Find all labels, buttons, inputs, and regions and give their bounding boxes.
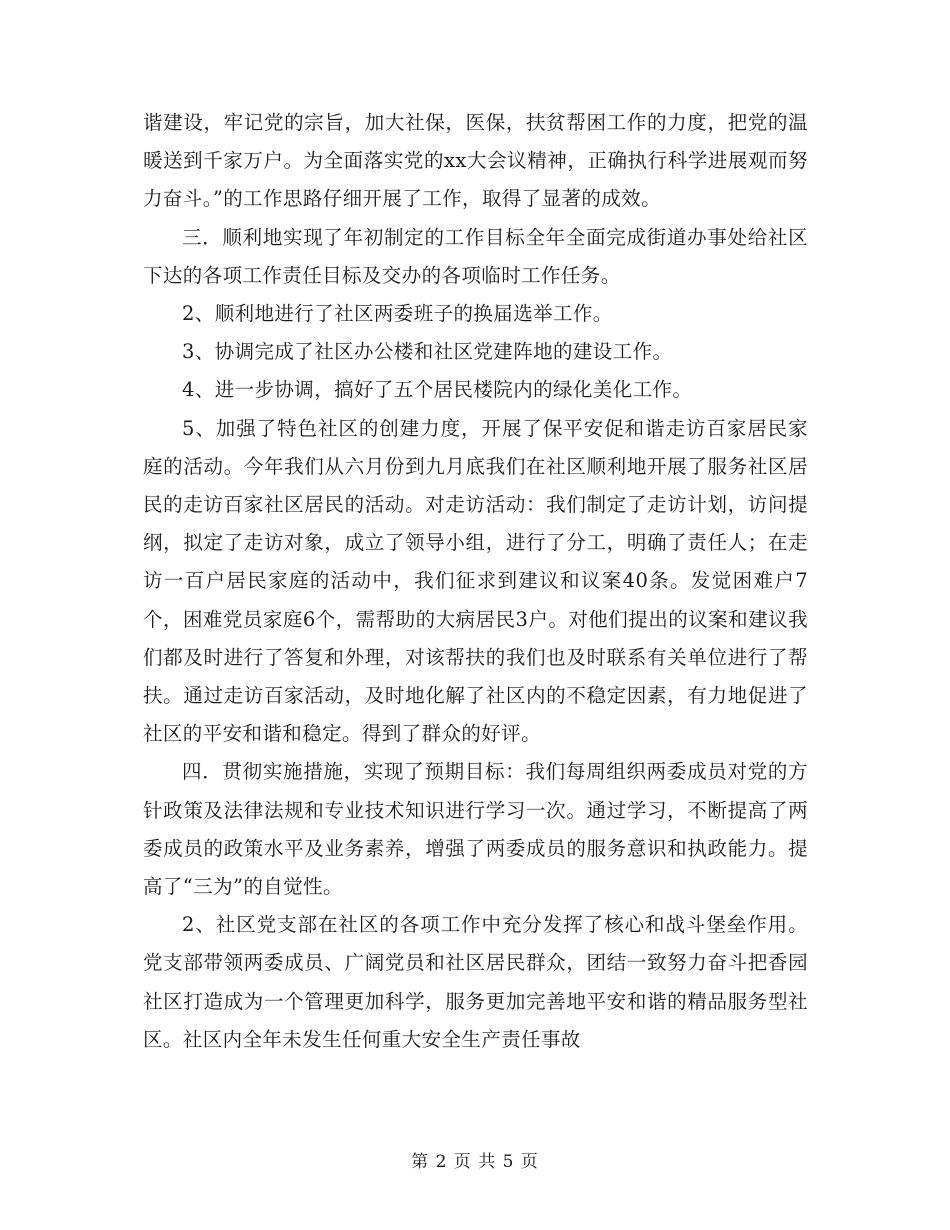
paragraph-section-three: 三．顺利地实现了年初制定的工作目标全年全面完成街道办事处给社区下达的各项工作责任目标及交办的各项临时工作任务。 bbox=[143, 225, 808, 287]
paragraph-item-2: 2、顺利地进行了社区两委班子的换届选举工作。 bbox=[182, 302, 613, 326]
paragraph-continuation: 谐建设，牢记党的宗旨，加大社保，医保，扶贫帮困工作的力度，把党的温暖送到千家万户。为全面落实党的xx大会议精神，正确执行科学进展观而努力奋斗。”的工作思路仔细开展了工作，取得了显著的成效。 bbox=[143, 111, 808, 211]
paragraph-item-4: 4、进一步协调，搞好了五个居民楼院内的绿化美化工作。 bbox=[182, 378, 693, 402]
document-body bbox=[143, 104, 808, 1059]
paragraph-item-5: 5、加强了特色社区的创建力度，开展了保平安促和谐走访百家居民家庭的活动。今年我们从六月份到九月底我们在社区顺利地开展了服务社区居民的走访百家社区居民的活动。对走访活动：我们制定了走访计划，访问提纲，拟定了走访对象，成立了领导小组，进行了分工，明确了责任人；在走访一百户居民家庭的活动中，我们征求到建议和议案40条。发觉困难户7个，困难党员家庭6个，需帮助的大病居民3户。对他们提出的议案和建议我们都及时进行了答复和外理，对该帮扶的我们也及时联系有关单位进行了帮扶。通过走访百家活动，及时地化解了社区内的不稳定因素，有力地促进了社区的平安和谐和稳定。得到了群众的好评。 bbox=[143, 416, 808, 746]
page-number-footer: 第 2 页 共 5 页 bbox=[411, 1152, 539, 1172]
paragraph-section-four-item-2: 2、社区党支部在社区的各项工作中充分发挥了核心和战斗堡垒作用。党支部带领两委成员、广阔党员和社区居民群众，团结一致努力奋斗把香园社区打造成为一个管理更加科学，服务更加完善地平安和谐的精品服务型社区。社区内全年未发生任何重大安全生产责任事故 bbox=[143, 913, 808, 1051]
paragraph-item-3: 3、协调完成了社区办公楼和社区党建阵地的建设工作。 bbox=[182, 340, 673, 364]
paragraph-section-four: 四．贯彻实施措施，实现了预期目标：我们每周组织两委成员对党的方针政策及法律法规和专业技术知识进行学习一次。通过学习，不断提高了两委成员的政策水平及业务素养，增强了两委成员的服务意识和执政能力。提高了“三为”的自觉性。 bbox=[143, 760, 808, 899]
